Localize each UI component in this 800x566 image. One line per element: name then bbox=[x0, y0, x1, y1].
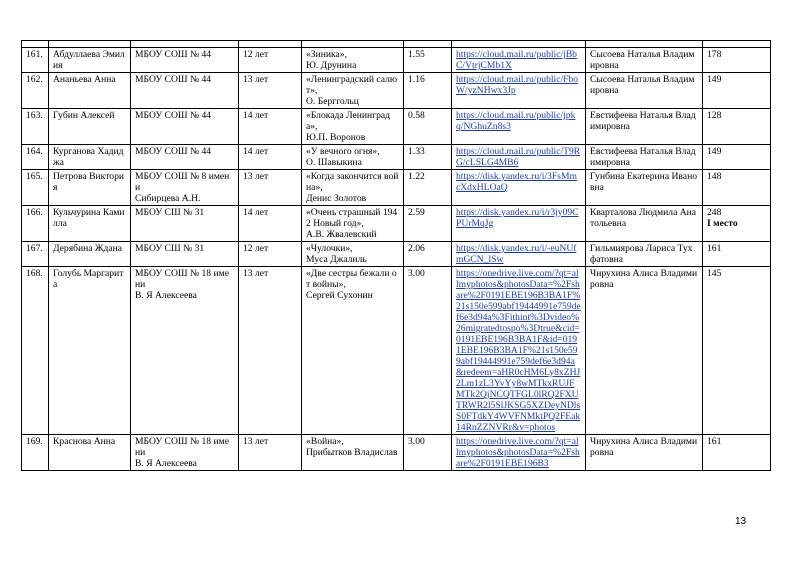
cell-work: «Две сестры бежали от войны», Сергей Сухонин bbox=[306, 268, 397, 301]
cell-school-wrap bbox=[131, 206, 239, 242]
cell-participant-name: Курганова Хадиджа bbox=[53, 146, 124, 168]
cell-age: 14 лет bbox=[243, 146, 269, 157]
cell-participant-name: Ананьева Анна bbox=[53, 74, 116, 85]
cell-score: 145 bbox=[707, 268, 722, 279]
results-table bbox=[21, 40, 771, 471]
table-row bbox=[22, 145, 771, 170]
table-row-continued bbox=[22, 41, 771, 48]
cell-number: 165. bbox=[26, 171, 43, 182]
cell-participant-name-wrap bbox=[49, 109, 131, 145]
cell-number: 163. bbox=[26, 110, 43, 121]
cell-age: 14 лет bbox=[243, 207, 269, 218]
cell-participant-name: Абдуллаева Эмилия bbox=[53, 49, 125, 71]
cell-school: МБОУ СОШ № 44 bbox=[135, 146, 212, 157]
cell-age-wrap bbox=[239, 267, 302, 435]
video-link[interactable]: https://cloud.mail.ru/public/jpkq/NGhuZn8s3 bbox=[456, 110, 576, 132]
cell-duration-wrap bbox=[404, 109, 452, 145]
cell-work-wrap bbox=[302, 206, 404, 242]
table-row bbox=[22, 109, 771, 145]
cell-work-wrap bbox=[302, 267, 404, 435]
cell-score-wrap bbox=[703, 109, 771, 145]
cell-participant-name-wrap bbox=[49, 242, 131, 267]
cell-score-wrap bbox=[703, 73, 771, 109]
cell-duration-wrap bbox=[404, 242, 452, 267]
cell-duration: 1.16 bbox=[408, 74, 425, 85]
cell-score-wrap bbox=[703, 206, 771, 242]
cell-score-wrap bbox=[703, 48, 771, 73]
video-link[interactable]: https://onedrive.live.com/?qt=allmyphotos&photosData=%2Fshare%2F0191EBE196B3 bbox=[456, 436, 580, 469]
cell-work: «Блокада Ленинграда», Ю.П. Воронов bbox=[306, 110, 391, 143]
cell-teacher-wrap bbox=[586, 109, 703, 145]
cell-school: МБОУ СОШ № 18 имени В. Я Алексеева bbox=[135, 436, 229, 469]
cell-number: 167. bbox=[26, 243, 43, 254]
cell-link-wrap bbox=[452, 170, 586, 206]
cell-age: 14 лет bbox=[243, 110, 269, 121]
cell-duration: 1.55 bbox=[408, 49, 425, 60]
cell-score: 149 bbox=[707, 146, 722, 157]
cell-work-wrap bbox=[302, 48, 404, 73]
cell-teacher: Гильмиярова Лариса Тухфатовна bbox=[590, 243, 693, 265]
cell-duration-wrap bbox=[404, 267, 452, 435]
cell-school: МБОУ СОШ № 44 bbox=[135, 110, 212, 121]
cell-duration: 1.22 bbox=[408, 171, 425, 182]
cell-age-wrap bbox=[239, 206, 302, 242]
cell-duration: 1.33 bbox=[408, 146, 425, 157]
cell-age-wrap bbox=[239, 109, 302, 145]
page-number: 13 bbox=[735, 516, 747, 527]
cell-place: I место bbox=[707, 218, 738, 229]
cell-duration: 0.58 bbox=[408, 110, 425, 121]
cell-school-wrap bbox=[131, 48, 239, 73]
cell-score: 161 bbox=[707, 436, 722, 447]
cell-work: «У вечного огня», О. Шавыкина bbox=[306, 146, 380, 168]
cell-school: МБОУ СШ № 31 bbox=[135, 207, 205, 218]
cell-number: 162. bbox=[26, 74, 43, 85]
table-row bbox=[22, 435, 771, 471]
table-row bbox=[22, 206, 771, 242]
table-body bbox=[22, 41, 771, 471]
cell-score: 248 bbox=[707, 207, 722, 218]
cell-number: 161. bbox=[26, 49, 43, 60]
table-row bbox=[22, 73, 771, 109]
cell-number-wrap bbox=[22, 170, 49, 206]
cell-link-wrap bbox=[452, 48, 586, 73]
cell-teacher: Гунбина Екатерина Ивановна bbox=[590, 171, 697, 193]
cell-work: «Чулочки», Муса Джалиль bbox=[306, 243, 367, 265]
cell-number-wrap bbox=[22, 109, 49, 145]
cell-age: 13 лет bbox=[243, 74, 269, 85]
cell-participant-name: Голубь Маргарита bbox=[53, 268, 124, 290]
cell-participant-name-wrap bbox=[49, 267, 131, 435]
cell-link-wrap bbox=[452, 242, 586, 267]
cell-number-wrap bbox=[22, 242, 49, 267]
cell-score-wrap bbox=[703, 170, 771, 206]
cell-duration-wrap bbox=[404, 206, 452, 242]
cell-teacher-wrap bbox=[586, 145, 703, 170]
cell-school-wrap bbox=[131, 145, 239, 170]
cell-age-wrap bbox=[239, 170, 302, 206]
cell-school-wrap bbox=[131, 109, 239, 145]
cell-number-wrap bbox=[22, 48, 49, 73]
cell-link-wrap bbox=[452, 145, 586, 170]
cell-duration-wrap bbox=[404, 145, 452, 170]
cell-work: «Ленинградский салют», О. Берггольц bbox=[306, 74, 398, 107]
cell-number-wrap bbox=[22, 206, 49, 242]
cell-work-wrap bbox=[302, 145, 404, 170]
video-link[interactable]: https://disk.yandex.ru/i/r3jy09CPUrMqJg bbox=[456, 207, 579, 229]
cell-number: 168. bbox=[26, 268, 43, 279]
cell-participant-name-wrap bbox=[49, 145, 131, 170]
cell-teacher: Евстифеева Наталья Владимировна bbox=[590, 110, 696, 132]
cell-link-wrap bbox=[452, 206, 586, 242]
cell-school-wrap bbox=[131, 267, 239, 435]
cell-teacher-wrap bbox=[586, 242, 703, 267]
cell-teacher: Чирухина Алиса Владимировна bbox=[590, 436, 698, 458]
cell-participant-name: Дерябина Ждана bbox=[53, 243, 123, 254]
cell-school-wrap bbox=[131, 73, 239, 109]
cell-age-wrap bbox=[239, 73, 302, 109]
cell-link-wrap bbox=[452, 267, 586, 435]
cell-age-wrap bbox=[239, 435, 302, 471]
cell-teacher-wrap bbox=[586, 206, 703, 242]
cell-score: 178 bbox=[707, 49, 722, 60]
cell-school-wrap bbox=[131, 170, 239, 206]
cell-number-wrap bbox=[22, 267, 49, 435]
cell-number-wrap bbox=[22, 73, 49, 109]
cell-duration-wrap bbox=[404, 73, 452, 109]
cell-teacher-wrap bbox=[586, 435, 703, 471]
cell-teacher: Сысоева Наталья Владимировна bbox=[590, 74, 695, 96]
cell-school-wrap bbox=[131, 435, 239, 471]
cell-teacher: Евстифеева Наталья Владимировна bbox=[590, 146, 696, 168]
cell-score-wrap bbox=[703, 435, 771, 471]
video-link[interactable]: https://disk.yandex.ru/i/-euNUfmGCN_lSw bbox=[456, 243, 577, 265]
cell-score-wrap bbox=[703, 267, 771, 435]
cell-school: МБОУ СОШ № 18 имени В. Я Алексеева bbox=[135, 268, 229, 301]
cell-score: 148 bbox=[707, 171, 722, 182]
cell-participant-name: Кульчурина Камилла bbox=[53, 207, 125, 229]
cell-teacher-wrap bbox=[586, 267, 703, 435]
cell-duration-wrap bbox=[404, 48, 452, 73]
cell-number: 164. bbox=[26, 146, 43, 157]
cell-participant-name-wrap bbox=[49, 435, 131, 471]
cell-participant-name: Губин Алексей bbox=[53, 110, 115, 121]
cell-duration: 3.00 bbox=[408, 436, 425, 447]
cell-participant-name-wrap bbox=[49, 206, 131, 242]
cell-link-wrap bbox=[452, 435, 586, 471]
cell-participant-name-wrap bbox=[49, 73, 131, 109]
cell-number-wrap bbox=[22, 145, 49, 170]
cell-participant-name: Краснова Анна bbox=[53, 436, 116, 447]
cell-work: «Зиника», Ю. Друнина bbox=[306, 49, 357, 71]
cell-duration: 3.00 bbox=[408, 268, 425, 279]
cell-teacher: Кварталова Людмила Анатольевна bbox=[590, 207, 697, 229]
table-row bbox=[22, 267, 771, 435]
cell-teacher: Сысоева Наталья Владимировна bbox=[590, 49, 695, 71]
cell-age: 12 лет bbox=[243, 243, 269, 254]
video-link[interactable]: https://cloud.mail.ru/public/FboW/yzNHwx3Jp bbox=[456, 74, 579, 96]
cell-teacher: Чирухина Алиса Владимировна bbox=[590, 268, 698, 290]
cell-score: 161 bbox=[707, 243, 722, 254]
cell-work: «Когда закончится война», Денис Золотов bbox=[306, 171, 399, 204]
cell-link-wrap bbox=[452, 73, 586, 109]
cell-participant-name: Петрова Виктория bbox=[53, 171, 125, 193]
cell-number: 166. bbox=[26, 207, 43, 218]
cell-number: 169. bbox=[26, 436, 43, 447]
cell-score: 128 bbox=[707, 110, 722, 121]
table-row bbox=[22, 170, 771, 206]
cell-duration: 2.06 bbox=[408, 243, 425, 254]
cell-duration-wrap bbox=[404, 170, 452, 206]
video-link[interactable]: https://disk.yandex.ru/i/3FsMmcXdxHLOaQ bbox=[456, 171, 577, 193]
video-link[interactable]: https://cloud.mail.ru/public/jBbC/VtrjCMb1X bbox=[456, 49, 577, 71]
cell-duration: 2.59 bbox=[408, 207, 425, 218]
cell-number-wrap bbox=[22, 435, 49, 471]
cell-work-wrap bbox=[302, 170, 404, 206]
cell-teacher-wrap bbox=[586, 170, 703, 206]
cell-work-wrap bbox=[302, 242, 404, 267]
cell-age-wrap bbox=[239, 48, 302, 73]
cell-score-wrap bbox=[703, 242, 771, 267]
cell-work-wrap bbox=[302, 435, 404, 471]
cell-teacher-wrap bbox=[586, 48, 703, 73]
cell-duration-wrap bbox=[404, 435, 452, 471]
cell-age: 12 лет bbox=[243, 49, 269, 60]
cell-teacher-wrap bbox=[586, 73, 703, 109]
cell-school: МБОУ СОШ № 8 имени Сибирцева А.Н. bbox=[135, 171, 230, 204]
cell-school: МБОУ СОШ № 44 bbox=[135, 49, 212, 60]
video-link[interactable]: https://onedrive.live.com/?qt=allmyphotos&photosData=%2Fshare%2F0191EBE196B3BA1F%21s150e599abf19444991e759def6e3d94a%3Fithint%3Dvideo%26migratedtospo%3Dtrue&cid=0191EBE196B3BA1F&id=0191EBE196B3BA1F%21s150e599abf19444991e759def6e3d94a&redeem=aHR0cHM6Ly8xZHJ2Lm1zL3YvYy8wMTkxRUJFMTk2QjNCQTFGL0lRQ2FXUTRWR2l5SlJKSG5XZDeyNDlsS0FTdkY4WVFNMktPQ2FEak14RnZZNVRr&v=photos bbox=[456, 268, 581, 433]
cell-work: «Война», Прибытков Владислав bbox=[306, 436, 398, 458]
cell-score-wrap bbox=[703, 145, 771, 170]
cell-age: 13 лет bbox=[243, 171, 269, 182]
cell-link-wrap bbox=[452, 109, 586, 145]
cell-school: МБОУ СШ № 31 bbox=[135, 243, 205, 254]
cell-school-wrap bbox=[131, 242, 239, 267]
table-row bbox=[22, 242, 771, 267]
cell-age-wrap bbox=[239, 145, 302, 170]
cell-work: «Очень страшный 1942 Новый год», А.В. Жвалевский bbox=[306, 207, 398, 240]
cell-work-wrap bbox=[302, 109, 404, 145]
cell-participant-name-wrap bbox=[49, 170, 131, 206]
cell-age: 13 лет bbox=[243, 436, 269, 447]
table-row bbox=[22, 48, 771, 73]
cell-participant-name-wrap bbox=[49, 48, 131, 73]
cell-age: 13 лет bbox=[243, 268, 269, 279]
video-link[interactable]: https://cloud.mail.ru/public/T9RG/cLSLG4MB6 bbox=[456, 146, 581, 168]
cell-score: 149 bbox=[707, 74, 722, 85]
cell-age-wrap bbox=[239, 242, 302, 267]
cell-school: МБОУ СОШ № 44 bbox=[135, 74, 212, 85]
cell-work-wrap bbox=[302, 73, 404, 109]
